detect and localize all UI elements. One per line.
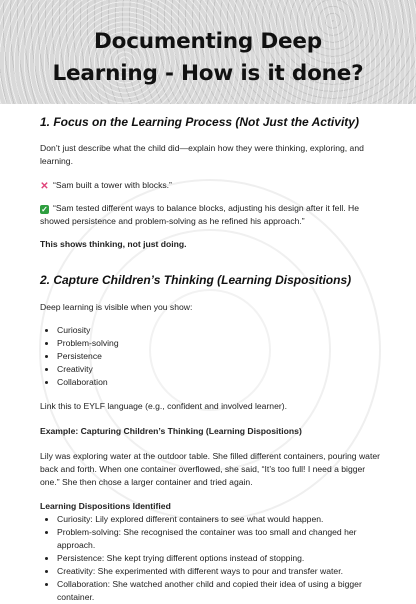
bad-example [40,179,382,192]
example-text: Lily was exploring water at the outdoor table. She filled different containers, pouring water back and forth. When one container overflowed, she said, “It’s too full! I need a bigger one.” She then chose a larger container and tried again. [40,451,380,487]
title-line-2: Learning - How is it done? [52,61,364,86]
list-item: • Persistence: She kept trying different options instead of stopping. [57,552,382,565]
disposition-list [40,324,382,389]
list-item: • Collaboration: She watched another child and copied their idea of using a bigger container. [57,578,382,604]
good-example-text: “Sam tested different ways to balance blocks, adjusting his design after it fell. He showed persistence and problem-solving as he refined his approach.” [40,203,360,226]
list-item: • Collaboration [57,376,382,389]
section-intro: Don’t just describe what the child did—explain how they were thinking, exploring, and learning. [40,143,364,166]
list-item: • Creativity [57,363,382,376]
title-line-1: Documenting Deep [94,29,322,54]
section-process [40,114,382,251]
section-dispositions [40,272,382,604]
example-heading: Example: Capturing Children’s Thinking (Learning Dispositions) [40,426,302,436]
document-body [40,108,382,604]
list-item: • Creativity: She experimented with different ways to pour and transfer water. [57,565,382,578]
identified-list [40,513,382,604]
good-example [40,202,382,228]
section-heading: 2. Capture Children’s Thinking (Learning Dispositions) [40,273,352,287]
header-banner [0,0,416,104]
eylf-link-text: Link this to EYLF language (e.g., confident and involved learner). [40,401,287,411]
cross-mark-icon: ✕ [40,181,49,192]
list-item: • Problem-solving: She recognised the container was too small and changed her approach. [57,526,382,552]
page-title [0,26,416,90]
list-item: • Curiosity [57,324,382,337]
section-takeaway: This shows thinking, not just doing. [40,239,187,249]
section-intro: Deep learning is visible when you show: [40,302,193,312]
bad-example-text: “Sam built a tower with blocks.” [53,180,172,190]
list-item: • Persistence [57,350,382,363]
check-mark-icon: ✓ [41,205,48,214]
identified-heading: Learning Dispositions Identified [40,501,171,511]
list-item: • Curiosity: Lily explored different containers to see what would happen. [57,513,382,526]
section-heading: 1. Focus on the Learning Process (Not Just the Activity) [40,115,359,129]
list-item: • Problem-solving [57,337,382,350]
